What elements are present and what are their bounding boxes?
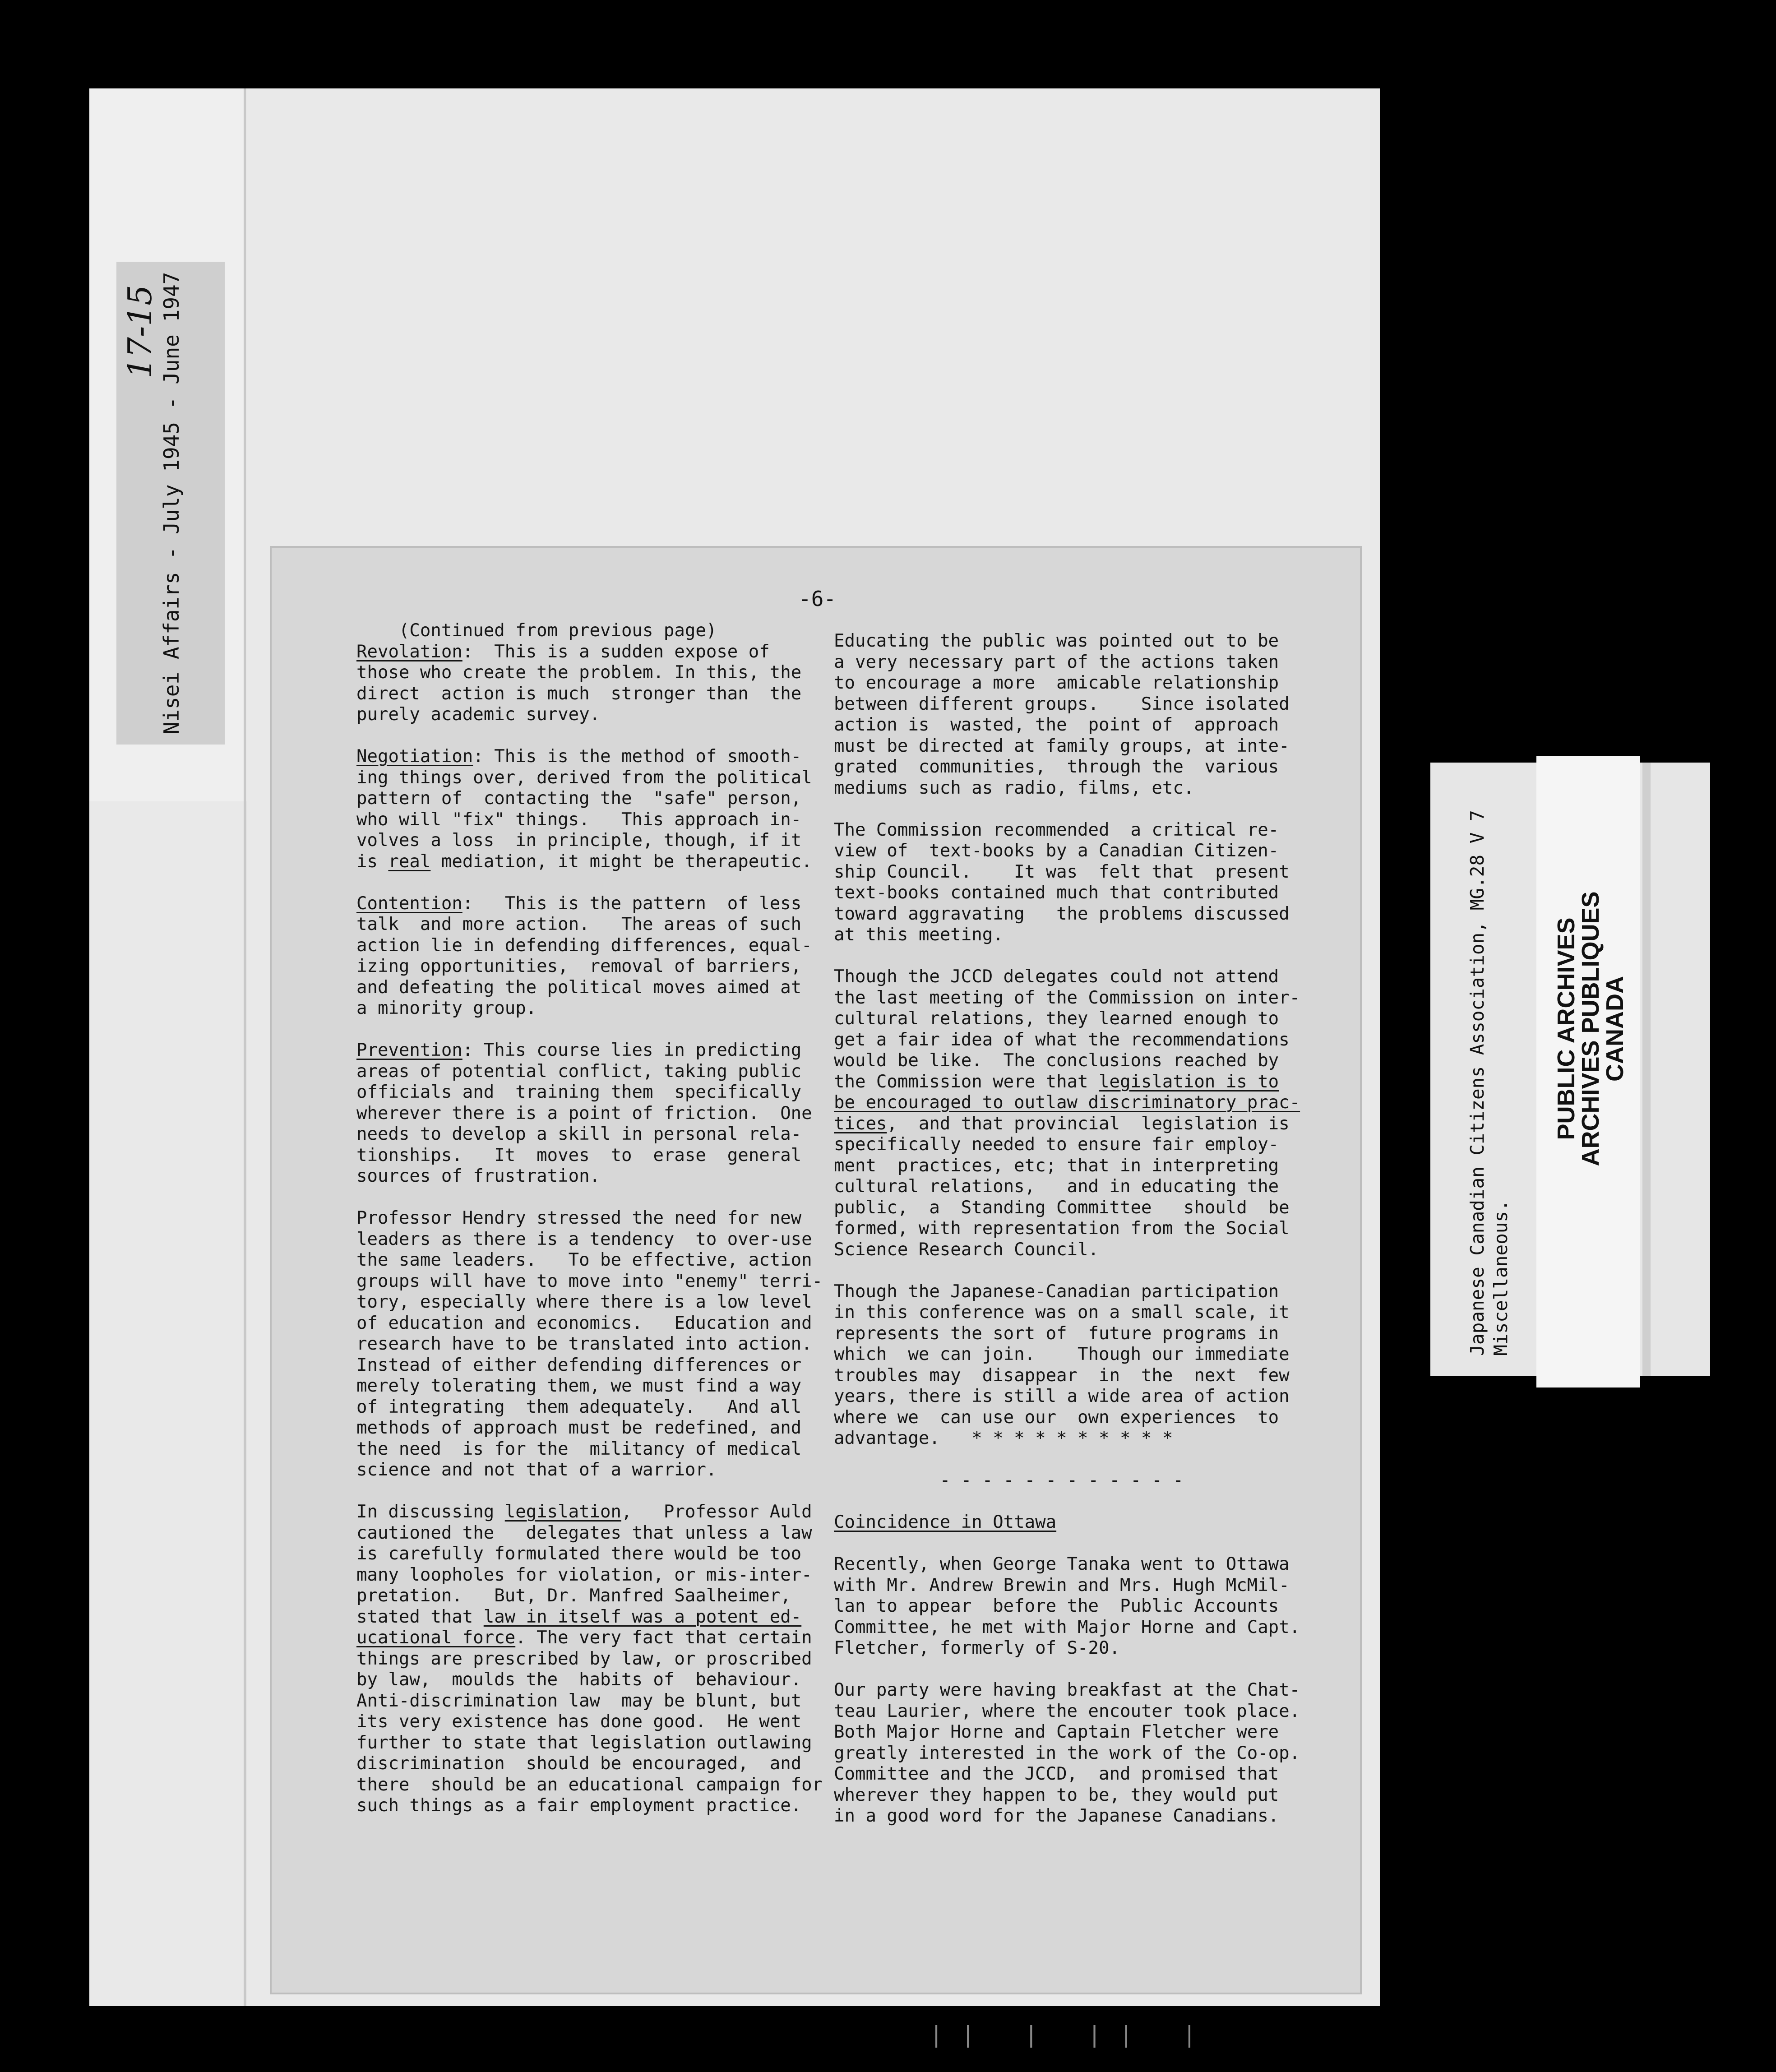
text-run: : This is the pattern of less talk and more action. The areas of such action lie in defending differences, equal- izing opportunities, removal of barriers, and defeating the political moves aimed at a minority group. bbox=[356, 893, 812, 1018]
text-run: : This course lies in predicting areas of potential conflict, taking public officials and training them specifically wherever there is a point of friction. One needs to develop a skill in personal rela- tionships. It moves to erase general sources of frustration. Professor Hendry stressed the need for new leaders as there is a tendency to over-use the same leaders. To be effective, action groups will have to move into "enemy" terri- tory, especially where there is a low level of education and economics. Education and research have to be translated into action. Instead of either defending differences or merely tolerating them, we must find a way of integrating them adequately. And all methods of approach must be redefined, and the need is for the militancy of medical science and not that of a warrior. In discussing bbox=[356, 1040, 823, 1522]
text-run: . The very fact that certain things are prescribed by law, or proscribed by law, moulds the habits of behaviour. Anti-discrimination law may be blunt, but its very existence has done good. He went further to state that legislation outlawing discrimination should be encouraged, and there should be an educational campaign for such things as a fair employment practice. bbox=[356, 1628, 823, 1816]
text-run: Educating the public was pointed out to be a very necessary part of the actions taken to encourage a more amicable relationship between different groups. Since isolated action is wasted, the point of approach must be directed at family groups, at inte- grated communities, through the various mediums such as radio, films, etc. The Commission recommended a critical re- view of text-books by a Canadian Citizen- ship Council. It was felt that present text-books contained much that contributed toward aggravating the problems discussed at this meeting. Though the JCCD delegates could not attend the last meeting of the Commission on inter- cultural relations, they learned enough to get a fair idea of what the recommendations would be like. The conclusions reached by the Commission were that bbox=[834, 631, 1300, 1092]
text-run: , and that provincial legislation is specifically needed to ensure fair employ- ment practices, etc; that in interpreting cultural relations, and in educating the public, a Standing Committee should be formed, with representation from the Social Science Research Council. Though the Japanese-Canadian participation in this conference was on a small scale, it represents the sort of future programs in which we can join. Though our immediate troubles may disappear in the next few years, there is still a wide area of action where we can use our own experiences to advantage. * * * * * * * * * * - - - - - - - - - - - - bbox=[834, 1113, 1290, 1490]
stamp-line-2: ARCHIVES PUBLIQUES bbox=[1577, 891, 1604, 1166]
archive-label-line1: Japanese Canadian Citizens Association, MG.28 V 7 bbox=[1466, 810, 1488, 1356]
text-run: : This is the method of smooth- ing things over, derived from the political pattern of contacting the "safe" person, who will "fix" things. This approach in- volves a loss in principle, though, if it is bbox=[356, 746, 812, 872]
underlined-term: Negotiation bbox=[356, 746, 473, 767]
stamp-line-3: CANADA bbox=[1601, 976, 1628, 1082]
underlined-term: legislation is to be encouraged to outlaw discriminatory prac- tices bbox=[834, 1071, 1300, 1134]
folder-handwritten-number: 17-15 bbox=[121, 285, 159, 379]
underlined-term: Contention bbox=[356, 893, 462, 914]
text-run: (Continued from previous page) bbox=[398, 620, 717, 641]
stamp-line-1: PUBLIC ARCHIVES bbox=[1553, 917, 1580, 1140]
left-text-column bbox=[356, 620, 823, 1817]
archive-label-text bbox=[1466, 810, 1512, 1356]
text-run: Recently, when George Tanaka went to Ottawa with Mr. Andrew Brewin and Mrs. Hugh McMil- lan to appear before the Public Accounts Committee, he met with Major Horne and Capt. Fletcher, formerly of S-20. Our party were having breakfast at the Chat- teau Laurier, where the encouter took place. Both Major Horne and Captain Fletcher were greatly interested in the work of the Co-op. Committee and the JCCD, and promised that wherever they happen to be, they would put in a good word for the Japanese Canadians. bbox=[834, 1554, 1300, 1826]
underlined-term: legislation bbox=[504, 1502, 622, 1522]
underlined-term: Revolation bbox=[356, 641, 462, 662]
page-number: -6- bbox=[799, 587, 837, 611]
underlined-term: real bbox=[388, 851, 431, 872]
film-edge-marks: || | || | bbox=[930, 2021, 1214, 2048]
text-run: , Professor Auld cautioned the delegates that unless a law is carefully formulated there would be too many loopholes for violation, or mis-inter- pretation. But, Dr. Manfred Saalheimer, stated that bbox=[356, 1502, 812, 1627]
text-run: : This is a sudden expose of those who create the problem. In this, the direct action is much stronger than the purely academic survey. bbox=[356, 641, 802, 725]
archive-label-line2: Miscellaneous. bbox=[1490, 1200, 1512, 1356]
underlined-term: Prevention bbox=[356, 1040, 462, 1060]
underlined-term: law in itself was a potent ed- ucational force bbox=[356, 1606, 802, 1648]
text-run: mediation, it might be therapeutic. bbox=[441, 851, 812, 872]
right-text-column bbox=[834, 631, 1300, 1827]
archive-card-edge bbox=[1642, 763, 1651, 1376]
folder-fold-line bbox=[244, 88, 246, 2006]
folder-tab-label: Nisei Affairs - July 1945 - June 1947 bbox=[159, 272, 184, 735]
underlined-term: Coincidence in Ottawa bbox=[834, 1512, 1057, 1532]
archive-stamp bbox=[1554, 891, 1627, 1166]
